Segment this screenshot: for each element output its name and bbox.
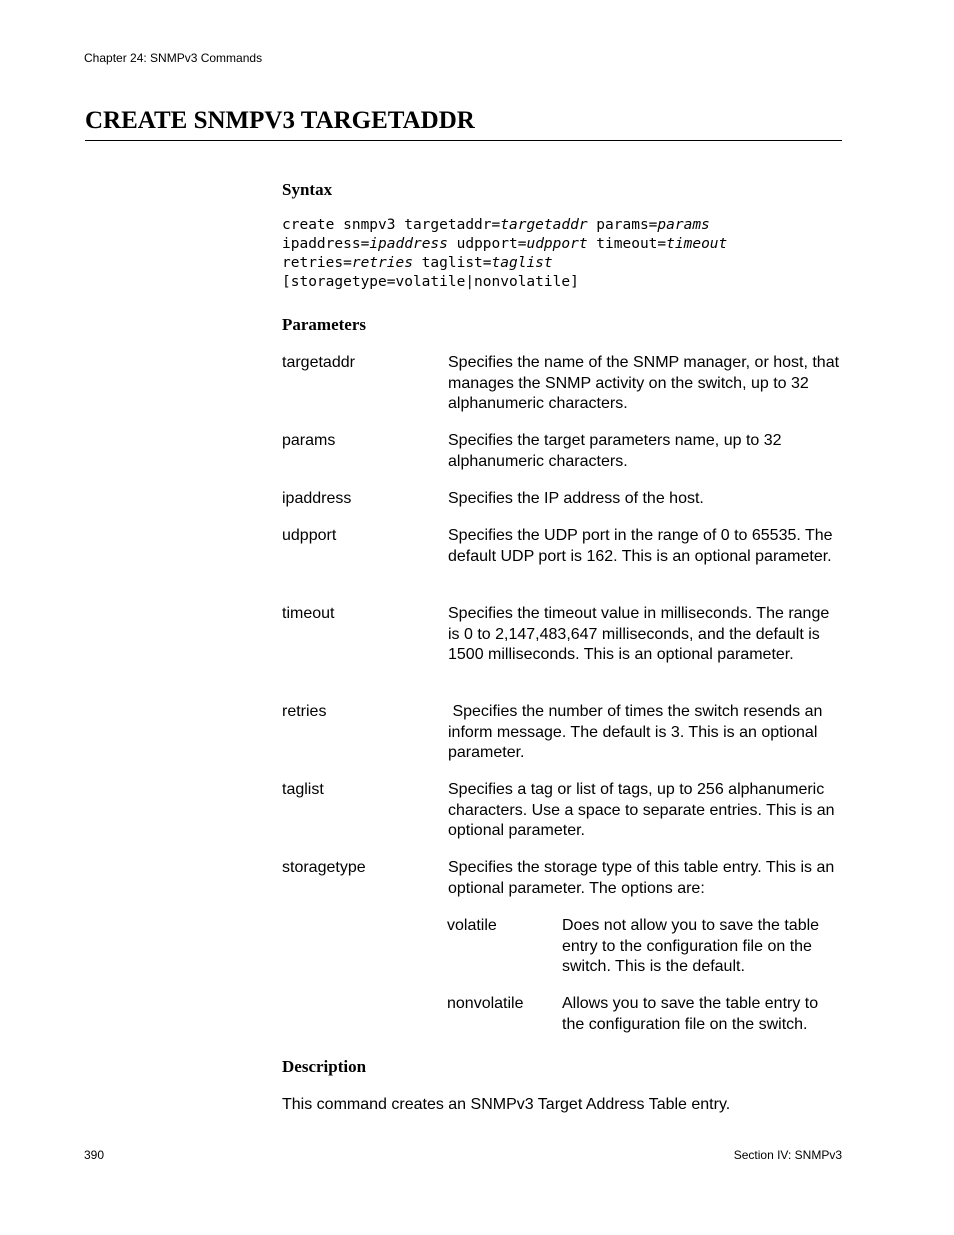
option-desc-nonvolatile: Allows you to save the table entry to the configuration file on the switch. <box>562 995 819 1033</box>
syntax-keyword: ipaddress= <box>282 236 370 252</box>
syntax-keyword: [storagetype=volatile|nonvolatile] <box>282 274 579 290</box>
param-name-ipaddress: ipaddress <box>282 490 352 507</box>
option-name-volatile: volatile <box>447 917 497 934</box>
param-name-targetaddr: targetaddr <box>282 354 355 371</box>
page-number: 390 <box>84 1148 105 1162</box>
param-desc-targetaddr: Specifies the name of the SNMP manager, or host, that manages the SNMP activity on the switch, up to 32 alphanumeric characters. <box>448 354 840 412</box>
param-name-params: params <box>282 432 336 449</box>
syntax-keyword: taglist= <box>412 255 492 271</box>
syntax-keyword: params= <box>587 217 658 233</box>
option-desc-volatile: Does not allow you to save the table entry to the configuration file on the switch. This is the default. <box>562 917 820 975</box>
syntax-argument: targetaddr <box>500 217 588 233</box>
param-name-timeout: timeout <box>282 605 335 622</box>
syntax-argument: params <box>657 217 710 233</box>
option-name-nonvolatile: nonvolatile <box>447 995 524 1012</box>
syntax-argument: retries <box>351 255 413 271</box>
syntax-block <box>282 216 842 292</box>
syntax-argument: timeout <box>666 236 728 252</box>
syntax-argument: taglist <box>491 255 553 271</box>
param-name-taglist: taglist <box>282 781 324 798</box>
syntax-heading: Syntax <box>282 180 333 199</box>
param-desc-udpport: Specifies the UDP port in the range of 0 to 65535. The default UDP port is 162. This is an optional parameter. <box>448 527 833 565</box>
syntax-keyword: udpport= <box>447 236 527 252</box>
syntax-line <box>282 254 842 273</box>
param-name-udpport: udpport <box>282 527 337 544</box>
description-text: This command creates an SNMPv3 Target Address Table entry. <box>282 1096 731 1113</box>
param-name-storagetype: storagetype <box>282 859 366 876</box>
syntax-line <box>282 235 842 254</box>
description-heading: Description <box>282 1057 367 1076</box>
syntax-argument: udpport <box>526 236 588 252</box>
syntax-argument: ipaddress <box>369 236 448 252</box>
running-footer-section: Section IV: SNMPv3 <box>733 1148 842 1162</box>
running-header: Chapter 24: SNMPv3 Commands <box>84 51 263 65</box>
syntax-line <box>282 216 842 235</box>
syntax-keyword: create snmpv3 targetaddr= <box>282 217 501 233</box>
param-desc-storagetype: Specifies the storage type of this table entry. This is an optional parameter. The options are: <box>448 859 835 897</box>
param-name-retries: retries <box>282 703 327 720</box>
param-desc-timeout: Specifies the timeout value in milliseconds. The range is 0 to 2,147,483,647 milliseconds, and the default is 1500 milliseconds. This is an optional parameter. <box>448 605 830 663</box>
syntax-keyword: retries= <box>282 255 352 271</box>
parameters-heading: Parameters <box>282 315 367 334</box>
param-desc-taglist: Specifies a tag or list of tags, up to 256 alphanumeric characters. Use a space to separate entries. This is an optional parameter. <box>448 781 835 839</box>
param-desc-ipaddress: Specifies the IP address of the host. <box>448 490 704 507</box>
page-title: CREATE SNMPV3 TARGETADDR <box>85 106 842 141</box>
syntax-keyword: timeout= <box>587 236 667 252</box>
syntax-line <box>282 273 842 292</box>
param-desc-retries: Specifies the number of times the switch resends an inform message. The default is 3. This is an optional parameter. <box>448 703 827 761</box>
param-desc-params: Specifies the target parameters name, up to 32 alphanumeric characters. <box>448 432 782 470</box>
